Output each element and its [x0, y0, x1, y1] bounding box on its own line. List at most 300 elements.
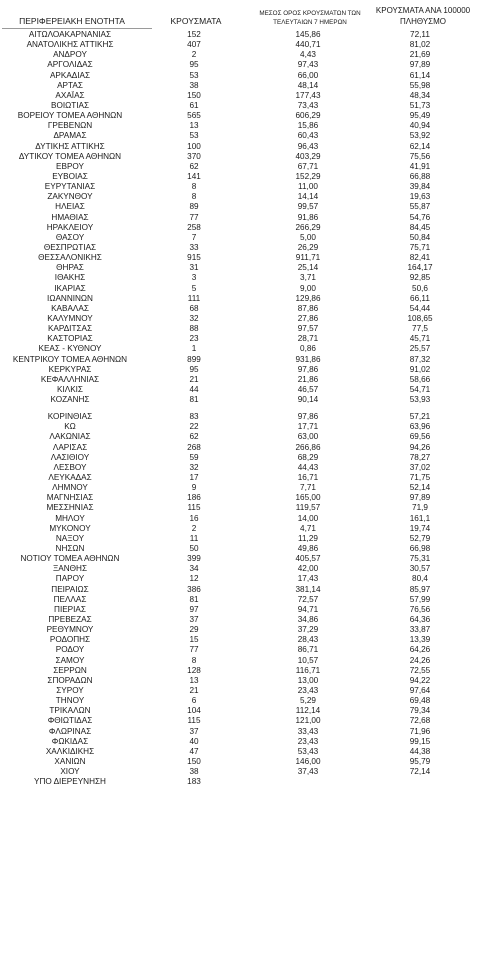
table-row	[0, 625, 482, 635]
header-region: ΠΕΡΙΦΕΡΕΙΑΚΗ ΕΝΟΤΗΤΑ	[19, 16, 125, 26]
cell-cases: 370	[187, 151, 201, 161]
table-row	[0, 233, 482, 243]
table-row	[0, 334, 482, 344]
cell-cases: 44	[189, 384, 199, 394]
cell-seven-day-average: 112,14	[295, 706, 321, 716]
table-row	[0, 91, 482, 101]
cell-region: ΔΡΑΜΑΣ	[53, 131, 87, 141]
cell-seven-day-average: 26,29	[297, 242, 319, 252]
cell-cases: 13	[189, 675, 199, 685]
cell-cases: 33	[189, 242, 199, 252]
table-row	[0, 294, 482, 304]
cell-region: ΡΕΘΥΜΝΟΥ	[46, 625, 94, 635]
cell-cases-per-100000: 76,56	[409, 604, 431, 614]
cell-seven-day-average: 146,00	[295, 756, 321, 766]
cell-cases: 37	[189, 615, 199, 625]
cell-cases: 150	[187, 756, 201, 766]
cell-cases-per-100000: 64,36	[409, 615, 431, 625]
cell-seven-day-average: 165,00	[295, 493, 321, 503]
table-row	[0, 213, 482, 223]
cell-region: ΑΡΤΑΣ	[57, 80, 83, 90]
cell-region: ΚΑΒΑΛΑΣ	[51, 303, 89, 313]
cell-seven-day-average: 91,86	[297, 212, 319, 222]
cell-cases-per-100000: 81,02	[409, 40, 431, 50]
cell-cases-per-100000: 61,14	[409, 70, 431, 80]
cell-seven-day-average: 53,43	[297, 746, 319, 756]
cell-seven-day-average: 97,43	[297, 60, 319, 70]
cell-region: ΧΑΛΚΙΔΙΚΗΣ	[45, 746, 95, 756]
cell-cases: 11	[189, 533, 199, 543]
table-row	[0, 30, 482, 40]
table-row	[0, 365, 482, 375]
table-row	[0, 605, 482, 615]
cell-seven-day-average: 96,43	[297, 141, 319, 151]
cell-cases-per-100000: 99,15	[409, 736, 431, 746]
cell-cases: 3	[191, 273, 197, 283]
table-row	[0, 243, 482, 253]
table-row	[0, 706, 482, 716]
cell-seven-day-average: 67,71	[297, 161, 319, 171]
cell-cases: 12	[189, 574, 199, 584]
cell-region: ΦΛΩΡΙΝΑΣ	[48, 726, 92, 736]
cell-region: ΠΕΛΛΑΣ	[53, 594, 87, 604]
cell-cases: 15	[189, 635, 199, 645]
cell-cases-per-100000: 30,57	[409, 564, 431, 574]
cell-cases: 29	[189, 625, 199, 635]
cell-cases-per-100000: 55,87	[409, 202, 431, 212]
cell-region: ΚΩ	[64, 422, 76, 432]
cell-seven-day-average: 90,14	[297, 395, 319, 405]
table-row	[0, 686, 482, 696]
cell-seven-day-average: 440,71	[295, 40, 321, 50]
cell-cases: 62	[189, 432, 199, 442]
cell-cases-per-100000: 57,21	[409, 412, 431, 422]
cell-cases: 83	[189, 412, 199, 422]
cell-seven-day-average: 10,57	[297, 655, 319, 665]
cell-seven-day-average: 4,71	[300, 523, 316, 533]
cell-seven-day-average: 266,29	[295, 222, 321, 232]
cell-seven-day-average: 16,71	[297, 473, 319, 483]
cell-cases: 31	[189, 263, 199, 273]
cell-seven-day-average: 11,29	[298, 533, 318, 543]
cell-cases-per-100000: 75,56	[409, 151, 431, 161]
table-row	[0, 142, 482, 152]
cell-cases-per-100000: 164,17	[407, 263, 433, 273]
cell-cases: 111	[187, 293, 201, 303]
table-row	[0, 514, 482, 524]
cell-cases: 186	[187, 493, 201, 503]
cell-region: ΑΝΑΤΟΛΙΚΗΣ ΑΤΤΙΚΗΣ	[26, 40, 114, 50]
cell-region: ΑΙΤΩΛΟΑΚΑΡΝΑΝΙΑΣ	[28, 30, 112, 39]
cell-seven-day-average: 21,86	[297, 374, 319, 384]
table-row	[0, 666, 482, 676]
cell-region: ΚΑΡΔΙΤΣΑΣ	[47, 324, 93, 334]
cell-cases-per-100000: 75,71	[409, 242, 431, 252]
cell-cases-per-100000: 19,63	[409, 192, 431, 202]
table-row	[0, 595, 482, 605]
cell-cases-per-100000: 78,27	[409, 452, 431, 462]
cell-cases-per-100000: 82,41	[409, 253, 431, 263]
cell-region: ΠΕΙΡΑΙΩΣ	[51, 584, 89, 594]
cell-seven-day-average: 13,00	[297, 675, 319, 685]
cell-region: ΑΝΔΡΟΥ	[53, 50, 87, 60]
table-row	[0, 375, 482, 385]
cell-seven-day-average: 145,86	[295, 30, 321, 39]
table-row	[0, 534, 482, 544]
cell-cases-per-100000: 44,38	[409, 746, 431, 756]
cell-seven-day-average: 25,14	[297, 263, 319, 273]
table-row	[0, 284, 482, 294]
cell-cases-per-100000: 69,56	[409, 432, 431, 442]
cell-seven-day-average: 23,43	[297, 686, 319, 695]
cell-region: ΙΚΑΡΙΑΣ	[54, 283, 86, 293]
table-row	[0, 554, 482, 564]
cell-seven-day-average: 23,43	[297, 736, 319, 746]
cell-cases: 22	[189, 422, 199, 432]
cell-seven-day-average: 4,43	[300, 50, 316, 60]
table-body	[0, 30, 482, 787]
cell-seven-day-average: 119,57	[295, 503, 321, 513]
cell-cases: 81	[189, 395, 199, 405]
cell-cases-per-100000: 57,99	[409, 594, 431, 604]
cell-cases: 5	[191, 283, 197, 293]
table-row	[0, 737, 482, 747]
cell-cases-per-100000: 161,1	[409, 513, 431, 523]
cell-cases-per-100000: 64,26	[409, 645, 431, 655]
cell-seven-day-average: 116,71	[295, 665, 321, 675]
table-row	[0, 50, 482, 60]
cell-region: ΞΑΝΘΗΣ	[52, 564, 88, 574]
table-row	[0, 111, 482, 121]
cell-region: ΠΑΡΟΥ	[55, 574, 85, 584]
table-row	[0, 656, 482, 666]
cell-cases: 1	[191, 344, 197, 354]
cell-seven-day-average: 121,00	[295, 716, 321, 726]
cell-cases: 565	[187, 111, 201, 121]
cell-cases: 141	[187, 171, 201, 181]
cell-region: ΝΗΣΩΝ	[55, 544, 85, 554]
cell-region: ΥΠΟ ΔΙΕΡΕΥΝΗΣΗ	[34, 777, 106, 787]
cell-cases: 128	[187, 665, 201, 675]
cell-cases-per-100000: 66,11	[410, 293, 430, 303]
table-row	[0, 71, 482, 81]
header-cases: ΚΡΟΥΣΜΑΤΑ	[170, 16, 222, 26]
cell-cases: 32	[189, 313, 199, 323]
cell-region: ΗΛΕΙΑΣ	[55, 202, 85, 212]
cell-region: ΝΟΤΙΟΥ ΤΟΜΕΑ ΑΘΗΝΩΝ	[20, 554, 120, 564]
cell-seven-day-average: 63,00	[297, 432, 319, 442]
table-row	[0, 324, 482, 334]
cell-cases-per-100000: 66,88	[409, 171, 431, 181]
table-row	[0, 101, 482, 111]
cell-seven-day-average: 381,14	[295, 584, 321, 594]
cell-cases-per-100000: 39,84	[409, 182, 431, 192]
cell-cases-per-100000: 92,85	[409, 273, 431, 283]
cell-region: ΝΑΞΟΥ	[55, 533, 85, 543]
cell-region: ΣΕΡΡΩΝ	[53, 665, 87, 675]
cell-region: ΑΧΑΪΑΣ	[55, 90, 85, 100]
table-row	[0, 696, 482, 706]
header-cases-per-100000: ΚΡΟΥΣΜΑΤΑ ΑΝΑ 100000 ΠΛΗΘΥΣΜΟ	[375, 6, 471, 26]
cell-cases-per-100000: 71,75	[409, 473, 431, 483]
cell-seven-day-average: 86,71	[297, 645, 319, 655]
table-row	[0, 757, 482, 767]
cell-region: ΚΑΛΥΜΝΟΥ	[47, 313, 93, 323]
cell-region: ΚΕΑΣ - ΚΥΘΝΟΥ	[38, 344, 102, 354]
cell-seven-day-average: 931,86	[295, 354, 321, 364]
cell-cases: 59	[189, 452, 199, 462]
cell-region: ΣΠΟΡΑΔΩΝ	[47, 675, 93, 685]
cell-cases-per-100000: 63,96	[409, 422, 431, 432]
table-row	[0, 645, 482, 655]
cell-cases-per-100000: 94,26	[409, 442, 431, 452]
cell-region: ΠΙΕΡΙΑΣ	[54, 604, 86, 614]
cell-cases-per-100000: 24,26	[409, 655, 431, 665]
cell-seven-day-average: 911,71	[295, 253, 321, 263]
cell-cases-per-100000: 75,31	[409, 554, 431, 564]
table-row	[0, 483, 482, 493]
header-underline	[2, 28, 152, 29]
cell-cases: 2	[191, 50, 197, 60]
cell-cases: 7	[191, 232, 197, 242]
cell-seven-day-average: 5,29	[300, 696, 316, 706]
cell-cases-per-100000: 58,66	[409, 374, 431, 384]
cell-cases-per-100000: 97,89	[409, 493, 431, 503]
cell-cases-per-100000: 97,89	[409, 60, 431, 70]
cell-region: ΙΩΑΝΝΙΝΩΝ	[47, 293, 93, 303]
table-row	[0, 81, 482, 91]
cell-cases: 17	[189, 473, 199, 483]
cell-seven-day-average: 15,86	[297, 121, 319, 131]
table-row	[0, 524, 482, 534]
cell-cases: 152	[187, 30, 201, 39]
cell-cases: 100	[187, 141, 201, 151]
table-row	[0, 443, 482, 453]
cell-region: ΚΙΛΚΙΣ	[56, 384, 83, 394]
cell-cases-per-100000: 79,34	[409, 706, 431, 716]
cell-region: ΘΕΣΣΑΛΟΝΙΚΗΣ	[38, 253, 102, 263]
cell-cases: 115	[187, 716, 201, 726]
table-row	[0, 355, 482, 365]
cell-cases: 407	[187, 40, 201, 50]
cell-region: ΤΡΙΚΑΛΩΝ	[49, 706, 91, 716]
cell-cases-per-100000: 54,76	[409, 212, 431, 222]
cell-cases-per-100000: 91,02	[409, 364, 431, 374]
table-row	[0, 385, 482, 395]
table-row	[0, 422, 482, 432]
cell-region: ΛΕΥΚΑΔΑΣ	[48, 473, 92, 483]
cell-region: ΠΡΕΒΕΖΑΣ	[48, 615, 92, 625]
cell-cases-per-100000: 62,14	[409, 141, 431, 151]
cell-cases: 68	[189, 303, 199, 313]
cell-cases: 13	[189, 121, 199, 131]
table-row	[0, 574, 482, 584]
cell-cases: 915	[187, 253, 201, 263]
cell-cases: 23	[189, 334, 199, 344]
cell-cases: 104	[187, 706, 201, 716]
cell-region: ΕΒΡΟΥ	[56, 161, 84, 171]
cell-seven-day-average: 606,29	[295, 111, 321, 121]
cell-seven-day-average: 44,43	[297, 462, 319, 472]
cell-cases-per-100000: 41,91	[409, 161, 431, 171]
cell-cases: 88	[189, 324, 199, 334]
cell-seven-day-average: 94,71	[297, 604, 319, 614]
cell-region: ΦΩΚΙΔΑΣ	[51, 736, 89, 746]
cell-seven-day-average: 37,29	[297, 625, 319, 635]
table-row	[0, 40, 482, 50]
cell-seven-day-average: 17,71	[297, 422, 319, 432]
cell-seven-day-average: 14,14	[297, 192, 319, 202]
cell-region: ΕΥΡΥΤΑΝΙΑΣ	[44, 182, 96, 192]
table-row	[0, 263, 482, 273]
cell-seven-day-average: 73,43	[297, 100, 319, 110]
cell-cases-per-100000: 53,92	[409, 131, 431, 141]
cell-cases-per-100000: 94,22	[409, 675, 431, 685]
cell-cases: 89	[189, 202, 199, 212]
cell-region: ΚΕΡΚΥΡΑΣ	[48, 364, 92, 374]
cell-cases: 61	[189, 100, 199, 110]
cell-cases-per-100000: 54,44	[409, 303, 431, 313]
cell-cases-per-100000: 25,57	[409, 344, 431, 354]
cell-cases-per-100000: 95,79	[409, 756, 431, 766]
cell-region: ΑΡΓΟΛΙΔΑΣ	[47, 60, 93, 70]
cell-region: ΘΕΣΠΡΩΤΙΑΣ	[43, 242, 97, 252]
cell-cases: 258	[187, 222, 201, 232]
cell-region: ΛΑΡΙΣΑΣ	[52, 442, 88, 452]
cell-region: ΧΙΟΥ	[60, 767, 80, 777]
cell-cases-per-100000: 21,69	[409, 50, 431, 60]
cell-seven-day-average: 5,00	[300, 232, 316, 242]
cell-cases: 81	[189, 594, 199, 604]
cell-cases-per-100000: 48,34	[409, 90, 431, 100]
cell-seven-day-average: 34,86	[297, 615, 319, 625]
cell-region: ΔΥΤΙΚΗΣ ΑΤΤΙΚΗΣ	[35, 141, 105, 151]
cell-cases-per-100000: 72,68	[409, 716, 431, 726]
cell-cases-per-100000: 52,14	[409, 483, 431, 493]
cell-cases: 97	[189, 604, 199, 614]
table-row	[0, 253, 482, 263]
table-row	[0, 767, 482, 777]
cell-cases-per-100000: 51,73	[409, 100, 431, 110]
cell-seven-day-average: 97,57	[297, 324, 319, 334]
table-row	[0, 202, 482, 212]
cell-cases-per-100000: 50,6	[412, 283, 428, 293]
cell-cases: 115	[187, 503, 201, 513]
cell-region: ΜΥΚΟΝΟΥ	[49, 523, 91, 533]
cell-seven-day-average: 97,86	[297, 364, 319, 374]
cell-cases-per-100000: 66,98	[409, 544, 431, 554]
cell-seven-day-average: 66,00	[297, 70, 319, 80]
cell-cases-per-100000: 19,74	[409, 523, 431, 533]
cell-region: ΤΗΝΟΥ	[55, 696, 85, 706]
cell-cases-per-100000: 72,55	[409, 665, 431, 675]
cell-cases: 32	[189, 462, 199, 472]
cell-cases-per-100000: 87,32	[409, 354, 431, 364]
cell-cases-per-100000: 72,14	[409, 767, 431, 777]
cell-cases: 16	[189, 513, 199, 523]
cell-seven-day-average: 87,86	[297, 303, 319, 313]
cell-cases: 95	[189, 364, 199, 374]
cell-region: ΚΟΖΑΝΗΣ	[50, 395, 90, 405]
table-row	[0, 676, 482, 686]
cell-seven-day-average: 68,29	[297, 452, 319, 462]
cell-region: ΜΑΓΝΗΣΙΑΣ	[46, 493, 94, 503]
cell-cases-per-100000: 77,5	[412, 324, 428, 334]
table-row	[0, 131, 482, 141]
table-row	[0, 344, 482, 354]
table-row	[0, 162, 482, 172]
cell-cases: 268	[187, 442, 201, 452]
cell-region: ΘΗΡΑΣ	[56, 263, 84, 273]
cell-cases: 6	[191, 696, 197, 706]
cell-region: ΜΕΣΣΗΝΙΑΣ	[46, 503, 94, 513]
table-row	[0, 273, 482, 283]
cell-cases: 9	[191, 483, 197, 493]
cell-cases-per-100000: 55,98	[409, 80, 431, 90]
header-seven-day-average: ΜΕΣΟΣ ΟΡΟΣ ΚΡΟΥΣΜΑΤΩΝ ΤΩΝ ΤΕΛΕΥΤΑΙΩΝ 7 ΗΜΕΡΩΝ	[259, 10, 361, 26]
cell-region: ΚΑΣΤΟΡΙΑΣ	[47, 334, 93, 344]
cell-seven-day-average: 72,57	[297, 594, 319, 604]
table-row	[0, 473, 482, 483]
cell-cases: 21	[189, 686, 199, 695]
cell-cases-per-100000: 95,49	[409, 111, 431, 121]
cell-cases: 386	[187, 584, 201, 594]
cell-seven-day-average: 46,57	[297, 384, 319, 394]
cell-seven-day-average: 42,00	[297, 564, 319, 574]
cell-seven-day-average: 99,57	[297, 202, 319, 212]
cell-region: ΛΗΜΝΟΥ	[52, 483, 88, 493]
cell-region: ΖΑΚΥΝΘΟΥ	[47, 192, 93, 202]
cell-region: ΣΥΡΟΥ	[56, 686, 84, 695]
table-row	[0, 432, 482, 442]
cell-region: ΕΥΒΟΙΑΣ	[52, 171, 88, 181]
cell-cases: 21	[189, 374, 199, 384]
cell-cases: 150	[187, 90, 201, 100]
cell-seven-day-average: 28,43	[297, 635, 319, 645]
cell-cases: 77	[189, 645, 199, 655]
cell-cases-per-100000: 71,9	[412, 503, 428, 513]
cell-cases: 8	[191, 182, 197, 192]
cell-region: ΡΟΔΟΥ	[55, 645, 85, 655]
cell-cases-per-100000: 33,87	[409, 625, 431, 635]
cell-seven-day-average: 9,00	[300, 283, 316, 293]
cell-seven-day-average: 27,86	[297, 313, 319, 323]
table-row	[0, 182, 482, 192]
cell-cases: 899	[187, 354, 201, 364]
table-row	[0, 777, 482, 787]
cell-cases: 2	[191, 523, 197, 533]
cell-region: ΧΑΝΙΩΝ	[54, 756, 86, 766]
cell-seven-day-average: 33,43	[297, 726, 319, 736]
cell-region: ΜΗΛΟΥ	[55, 513, 85, 523]
cell-region: ΗΜΑΘΙΑΣ	[51, 212, 89, 222]
cell-region: ΣΑΜΟΥ	[55, 655, 85, 665]
cell-region: ΒΟΡΕΙΟΥ ΤΟΜΕΑ ΑΘΗΝΩΝ	[17, 111, 123, 121]
table-row	[0, 716, 482, 726]
cell-cases-per-100000: 72,11	[410, 30, 430, 39]
cell-region: ΔΥΤΙΚΟΥ ΤΟΜΕΑ ΑΘΗΝΩΝ	[18, 151, 122, 161]
cell-seven-day-average: 11,00	[298, 182, 318, 192]
cell-cases: 62	[189, 161, 199, 171]
cell-seven-day-average: 129,86	[295, 293, 321, 303]
cell-cases: 47	[189, 746, 199, 756]
table-row	[0, 503, 482, 513]
table-row	[0, 493, 482, 503]
table-row	[0, 172, 482, 182]
table-row	[0, 121, 482, 131]
cell-region: ΚΕΝΤΡΙΚΟΥ ΤΟΜΕΑ ΑΘΗΝΩΝ	[12, 354, 128, 364]
cell-region: ΘΑΣΟΥ	[55, 232, 85, 242]
